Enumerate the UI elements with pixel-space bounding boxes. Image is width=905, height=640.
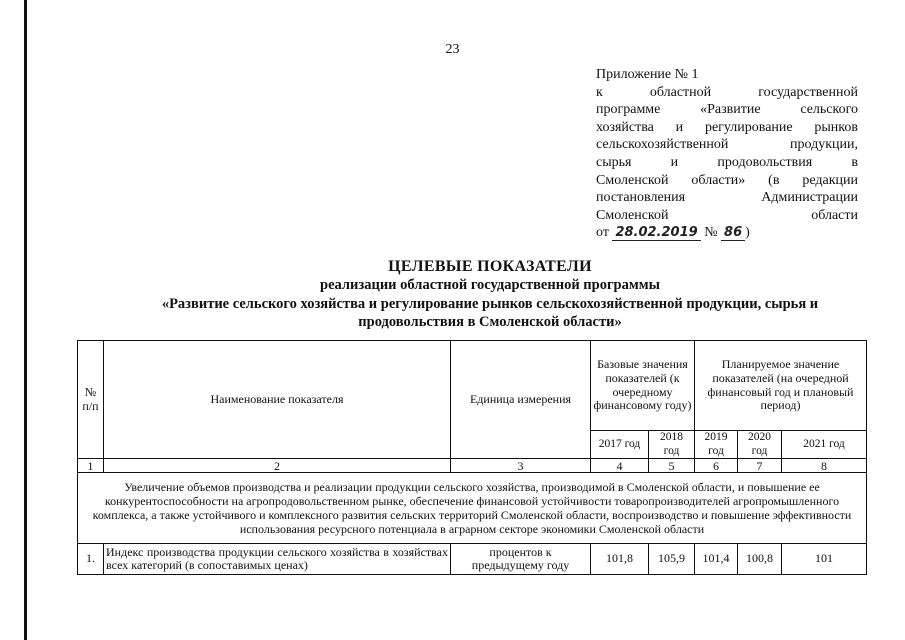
- row-value-2021: 101: [782, 544, 867, 575]
- column-number: 3: [451, 459, 591, 473]
- header-planned-values: Планируемое значение показателей (на очередной финансовый год и плановый период): [695, 341, 867, 431]
- appendix-line: сырья и продовольствия в: [596, 154, 858, 170]
- column-number: 2: [104, 459, 451, 473]
- row-indicator-name: Индекс производства продукции сельского хозяйства в хозяйствах всех категорий (в сопоставимых ценах): [104, 544, 451, 575]
- year-header: 2017 год: [591, 431, 649, 459]
- document-heading: [130, 258, 850, 332]
- row-value-2020: 100,8: [738, 544, 782, 575]
- column-number: 1: [78, 459, 104, 473]
- appendix-line: программе «Развитие сельского: [596, 102, 858, 118]
- heading-subtitle: реализации областной государственной программы: [320, 277, 660, 294]
- section-title-row: [78, 473, 867, 544]
- year-header: 2021 год: [782, 431, 867, 459]
- column-number: 6: [695, 459, 738, 473]
- handwritten-date: 28.02.2019: [612, 225, 700, 241]
- table-row: [78, 544, 867, 575]
- year-header: 2019 год: [695, 431, 738, 459]
- column-number: 5: [649, 459, 695, 473]
- appendix-line: Смоленской области: [596, 207, 858, 223]
- row-value-2019: 101,4: [695, 544, 738, 575]
- year-header: 2018 год: [649, 431, 695, 459]
- appendix-title: Приложение № 1: [596, 67, 699, 82]
- page-number: 23: [445, 42, 460, 57]
- date-prefix: от: [596, 225, 609, 241]
- left-margin-rule: [24, 0, 27, 640]
- header-indicator-name: Наименование показателя: [104, 341, 451, 459]
- appendix-date-line: [596, 224, 858, 242]
- year-header: 2020 год: [738, 431, 782, 459]
- appendix-line: хозяйства и регулирование рынков: [596, 119, 858, 135]
- heading-title: ЦЕЛЕВЫЕ ПОКАЗАТЕЛИ: [388, 258, 592, 275]
- section-title: Увеличение объемов производства и реализации продукции сельского хозяйства, производимой в Смоленской области, и повышение ее конкурентоспособности на агропродовольственном рынке, обеспечение финансовой устойчивости товаропроизводителей агропромышленного комплекса, а также устойчивого и комплексного развития сельских территорий Смоленской области, воспроизводство и повышение эффективности использования ресурсного потенциала в аграрном секторе экономики Смоленской области: [78, 473, 867, 544]
- indicators-table: [77, 340, 867, 575]
- appendix-line: сельскохозяйственной продукции,: [596, 137, 858, 153]
- appendix-block: [596, 66, 858, 242]
- row-value-2017: 101,8: [591, 544, 649, 575]
- row-number: 1.: [78, 544, 104, 575]
- row-value-2018: 105,9: [649, 544, 695, 575]
- heading-program-name-cont: продовольствия в Смоленской области»: [358, 314, 622, 331]
- handwritten-number: 86: [721, 225, 745, 241]
- column-number: 8: [782, 459, 867, 473]
- number-label: №: [704, 225, 718, 241]
- closing-paren: ): [745, 225, 750, 241]
- header-unit: Единица измерения: [451, 341, 591, 459]
- column-number-row: [78, 459, 867, 473]
- heading-program-name: «Развитие сельского хозяйства и регулирование рынков сельскохозяйственной продукции, сырья и: [161, 295, 819, 312]
- header-base-values: Базовые значения показателей (к очередному финансовому году): [591, 341, 695, 431]
- row-unit: процентов к предыдущему году: [451, 544, 591, 575]
- column-number: 7: [738, 459, 782, 473]
- table-header-row: [78, 341, 867, 431]
- column-number: 4: [591, 459, 649, 473]
- header-number: № п/п: [78, 341, 104, 459]
- appendix-line: постановления Администрации: [596, 190, 858, 206]
- appendix-line: к областной государственной: [596, 84, 858, 100]
- appendix-line: Смоленской области» (в редакции: [596, 172, 858, 188]
